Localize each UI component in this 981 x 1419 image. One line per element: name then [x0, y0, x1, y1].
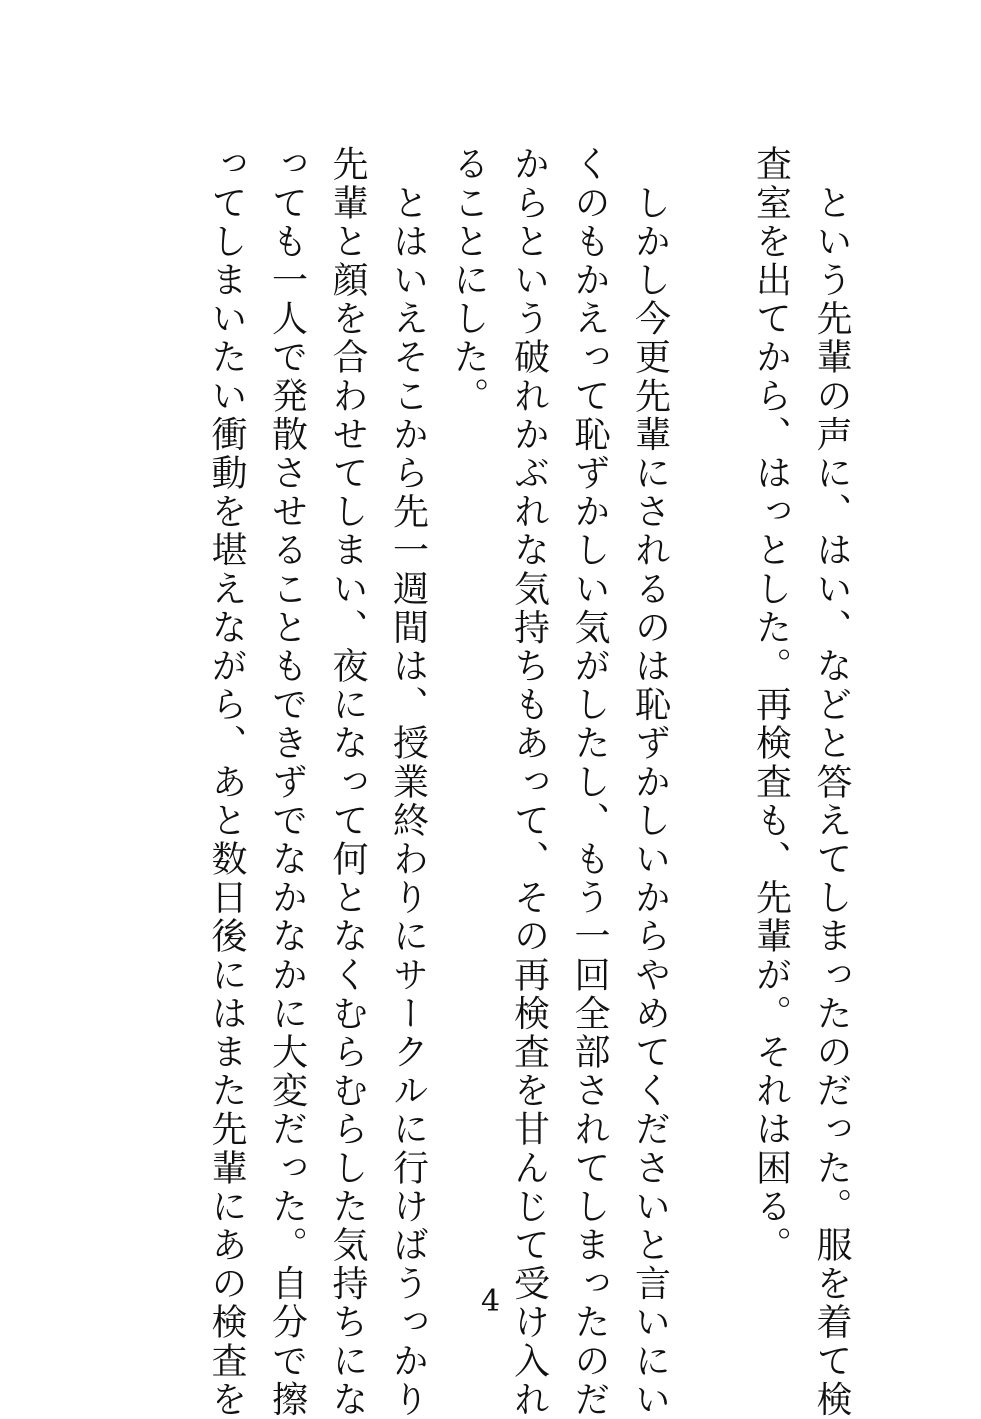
text-line-4: くのもかえって恥ずかしい気がしたし、もう一回全部されてしまったのだ	[569, 145, 610, 1419]
page-number: 4	[480, 1284, 501, 1319]
blank-line	[680, 145, 741, 1285]
vertical-text-block	[196, 145, 862, 1419]
text-line-1: という先輩の声に、はい、などと答えてしまったのだった。服を着て検	[811, 145, 852, 1419]
text-line-2: 査室を出てから、はっとした。再検査も、先輩が。それは困る。	[750, 145, 792, 1265]
text-line-6: ることにした。	[448, 145, 489, 416]
text-line-9: っても一人で発散させることもできずでなかなかに大変だった。自分で擦	[266, 145, 308, 1419]
text-line-7: とはいえそこから先一週間は、授業終わりにサークルに行けばうっかり	[387, 145, 429, 1419]
text-line-3: しかし今更先輩にされるのは恥ずかしいからやめてくださいと言いにい	[629, 145, 671, 1419]
text-line-10: ってしまいたい衝動を堪えながら、あと数日後にはまた先輩にあの検査を	[206, 145, 247, 1419]
text-line-5: からという破れかぶれな気持ちもあって、その再検査を甘んじて受け入れ	[508, 145, 550, 1419]
text-line-8: 先輩と顔を合わせてしまい、夜になって何となくむらむらした気持ちにな	[327, 145, 368, 1419]
